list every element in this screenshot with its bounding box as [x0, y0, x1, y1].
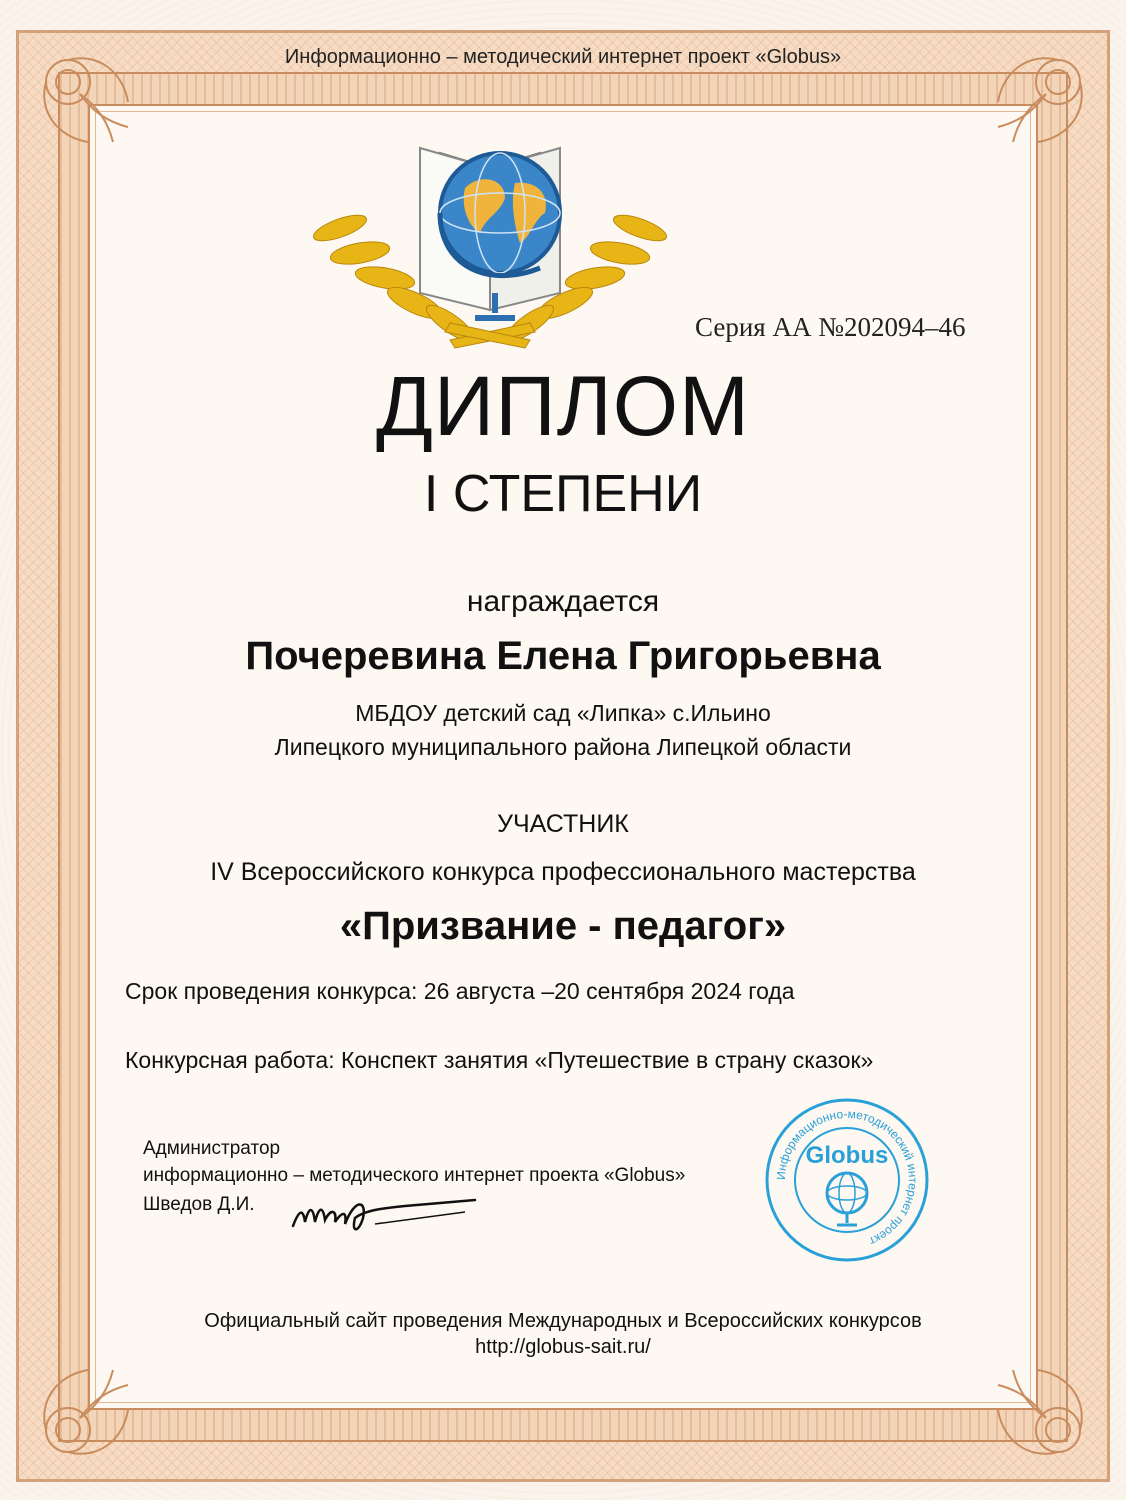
series-number: Серия АА №202094–46 — [695, 312, 966, 342]
diploma-title: ДИПЛОМ — [375, 359, 751, 453]
admin-title: Администратор — [143, 1138, 281, 1159]
organization-line-2: Липецкого муниципального района Липецкой области — [274, 734, 852, 760]
footer-site-description: Официальный сайт проведения Международных и Всероссийских конкурсов — [204, 1310, 922, 1332]
contest-description: IV Всероссийского конкурса профессионального мастерства — [210, 858, 916, 886]
corner-ornament-icon — [28, 1360, 138, 1470]
stamp-brand: Globus — [805, 1142, 889, 1169]
organization-line-1: МБДОУ детский сад «Липка» с.Ильино — [355, 700, 771, 726]
participant-role: УЧАСТНИК — [497, 810, 629, 838]
contest-period: Срок проведения конкурса: 26 августа –20 сентября 2024 года — [125, 978, 795, 1004]
awarded-label: награждается — [466, 585, 660, 618]
recipient-name: Почеревина Елена Григорьевна — [245, 634, 881, 678]
stamp-ring-text: Информационно-методический интернет проект — [773, 1106, 921, 1249]
header-project-line: Информационно – методический интернет проект «Globus» — [284, 46, 842, 68]
globe-book-emblem-icon — [300, 118, 680, 350]
diploma-degree: I СТЕПЕНИ — [423, 465, 703, 523]
footer-url: http://globus-sait.ru/ — [475, 1336, 651, 1358]
admin-name: Шведов Д.И. — [143, 1194, 255, 1215]
signature-icon — [285, 1188, 485, 1238]
admin-project: информационно – методического интернет проекта «Globus» — [143, 1165, 686, 1186]
corner-ornament-icon — [988, 1360, 1098, 1470]
contest-name: «Призвание - педагог» — [339, 904, 787, 948]
globus-stamp-icon — [762, 1095, 932, 1265]
contest-work: Конкурсная работа: Конспект занятия «Путешествие в страну сказок» — [125, 1047, 874, 1073]
